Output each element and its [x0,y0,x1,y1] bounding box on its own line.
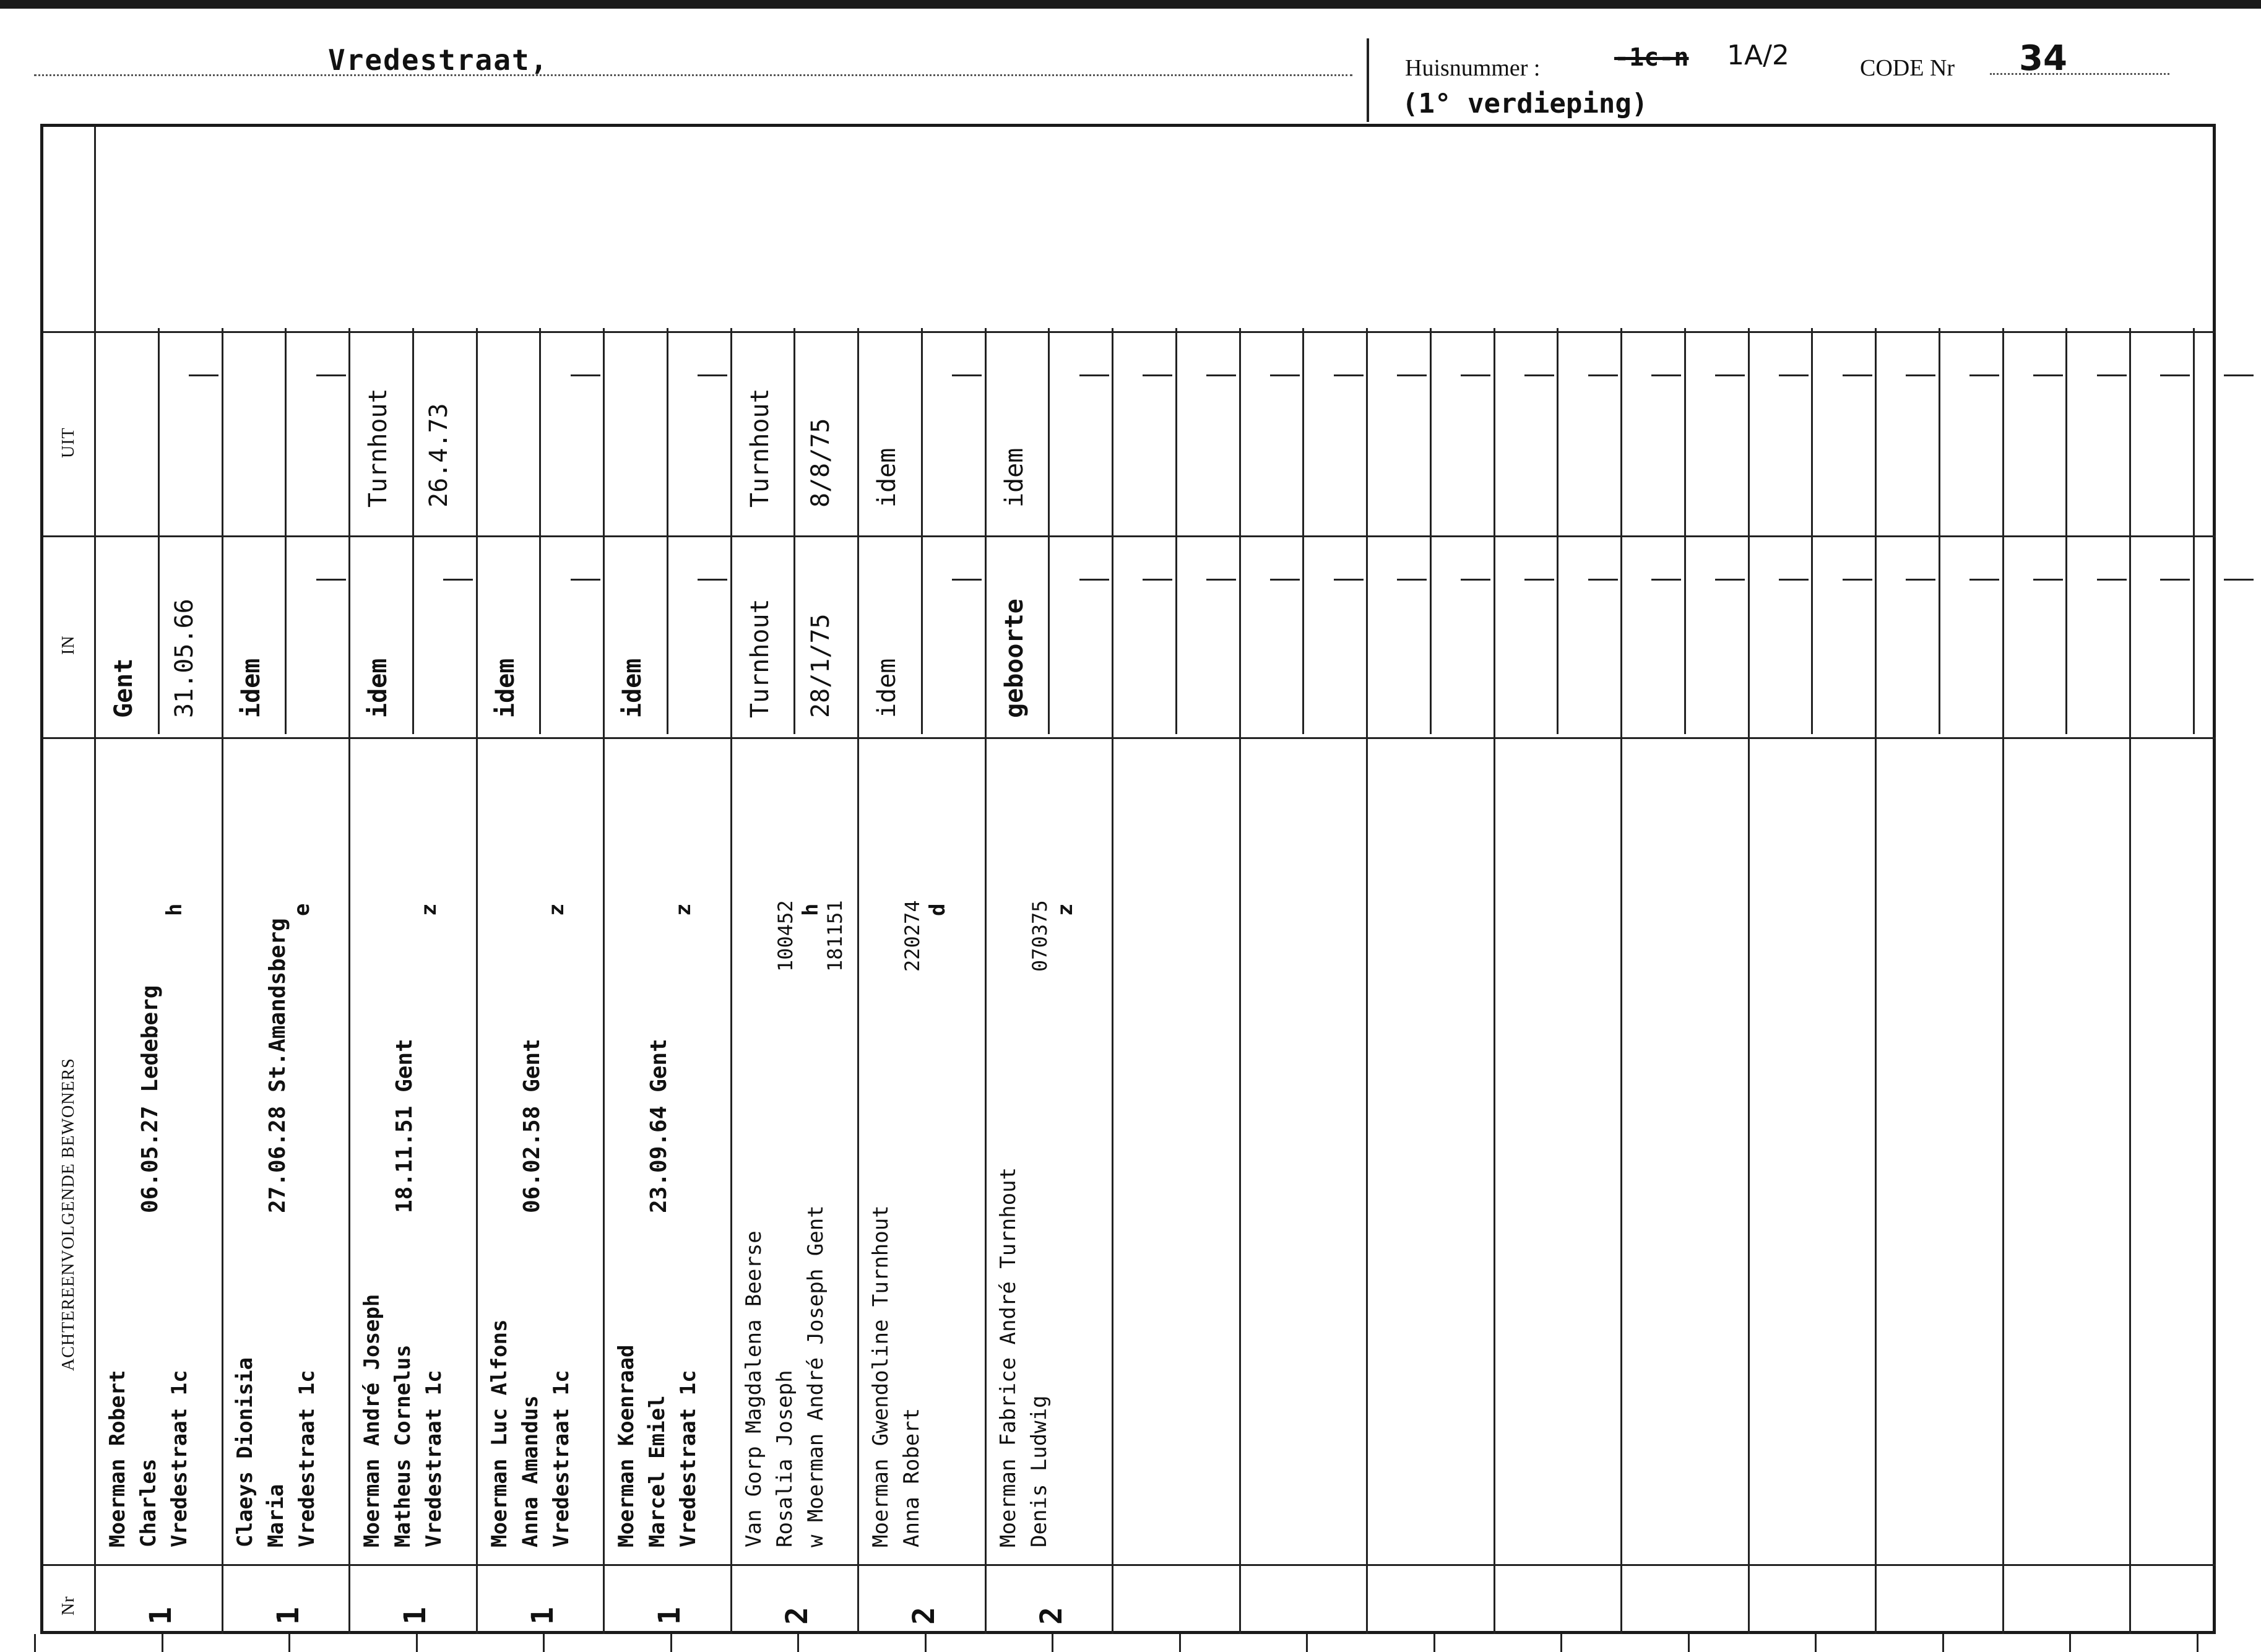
empty-dash [1397,579,1427,581]
resident-name-line: Matheus Cornelus [391,1344,415,1547]
column-divider [2002,328,2004,1634]
resident-name-line: Moerman André Joseph [360,1294,384,1547]
resident-code-2: 181151 [823,900,847,972]
column-subdivider-in [2065,532,2067,734]
empty-dash [571,374,600,376]
column-subdivider-in [1557,532,1558,734]
in-place: Gent [110,658,138,718]
column-subdivider-uit [539,328,541,532]
column-subdivider-uit [1684,328,1686,532]
resident-number: 1 [525,1607,560,1625]
column-subdivider-uit [1939,328,1940,532]
empty-dash [1461,579,1490,581]
resident-code: 100452 [774,900,797,972]
empty-dash [2224,374,2254,376]
empty-dash [1270,374,1300,376]
resident-name-line: Vredestraat 1c [676,1370,701,1547]
column-subdivider-uit [285,328,287,532]
scan-top-edge [0,0,2261,9]
column-subdivider-uit [1048,328,1050,532]
resident-name-line: Vredestraat 1c [295,1370,319,1547]
bottom-edge-tick [670,1634,672,1652]
column-divider [1366,328,1368,1634]
resident-number: 1 [144,1607,178,1625]
column-divider [348,328,350,1634]
empty-dash [1779,374,1809,376]
column-divider [857,328,859,1634]
empty-dash [1524,579,1554,581]
resident-code: 220274 [901,900,924,972]
sex-marker: h [162,903,187,916]
bottom-edge-tick [34,1634,36,1652]
resident-name-line: Moerman Fabrice André Turnhout [996,1167,1021,1547]
resident-name-line: Charles [136,1458,161,1547]
column-subdivider-uit [2065,328,2067,532]
sex-marker: d [925,903,950,916]
sex-marker: z [671,903,696,916]
empty-dash [1397,374,1427,376]
column-subdivider-in [412,532,414,734]
column-subdivider-in [2193,532,2195,734]
column-divider [2129,328,2131,1634]
resident-number: 2 [907,1607,941,1625]
in-place: Turnhout [746,599,774,718]
empty-dash [1969,579,1999,581]
bottom-edge-tick [162,1634,163,1652]
uit-date: 26.4.73 [425,403,453,508]
resident-name-line: Vredestraat 1c [549,1370,574,1547]
column-subdivider-uit [667,328,668,532]
empty-dash [1270,579,1300,581]
column-divider [1620,328,1622,1634]
column-subdivider-in [158,532,160,734]
bottom-edge-tick [1942,1634,1944,1652]
verdieping: (1° verdieping) [1402,88,1648,119]
empty-dash [2224,579,2254,581]
label-column-divider [94,127,96,1632]
resident-name-line: Vredestraat 1c [167,1370,192,1547]
column-subdivider-uit [1811,328,1813,532]
bottom-edge-tick [1560,1634,1562,1652]
empty-dash [1524,374,1554,376]
empty-dash [1843,374,1872,376]
empty-dash [1461,374,1490,376]
bottom-edge-tick [416,1634,418,1652]
column-subdivider-in [1048,532,1050,734]
bottom-edge-tick [2197,1634,2198,1652]
column-subdivider-uit [158,328,160,532]
empty-dash [1715,579,1745,581]
empty-dash [1843,579,1872,581]
column-subdivider-uit [412,328,414,532]
empty-dash [952,579,982,581]
street-dotted-line [34,74,1352,76]
column-subdivider-in [793,532,795,734]
empty-dash [2160,374,2190,376]
empty-dash [1588,374,1618,376]
in-place: idem [237,658,266,718]
resident-name-line: Anna Robert [899,1408,924,1547]
nr-label: Nr [59,1596,78,1615]
column-subdivider-uit [1175,328,1177,532]
huisnummer-new: 1A/2 [1727,40,1789,71]
birth-info: 06.02.58 Gent [519,1039,545,1213]
resident-name-line: Moerman Koenraad [614,1344,639,1547]
in-place: geboorte [1000,599,1029,718]
in-place: idem [491,658,520,718]
bewoners-label: ACHTEREENVOLGENDE BEWONERS [59,1058,78,1371]
bottom-edge-tick [1306,1634,1308,1652]
resident-number: 2 [780,1607,815,1625]
birth-info: 18.11.51 Gent [392,1039,417,1213]
sex-marker: z [544,903,569,916]
empty-dash [1906,579,1935,581]
column-subdivider-in [1811,532,1813,734]
bottom-edge-tick [1052,1634,1053,1652]
column-subdivider-uit [1430,328,1432,532]
column-divider [1494,328,1495,1634]
empty-dash [2097,579,2127,581]
bottom-edge-tick [1433,1634,1435,1652]
empty-dash [1143,374,1172,376]
column-divider [476,328,478,1634]
bottom-edge-tick [288,1634,290,1652]
bottom-edge-tick [1688,1634,1690,1652]
street-name: Vredestraat, [328,43,549,77]
sex-marker: z [417,903,441,916]
huisnummer-label: Huisnummer : [1405,55,1541,81]
column-subdivider-in [1684,532,1686,734]
in-place: idem [364,658,392,718]
huisnummer-old: -1c-n [1614,43,1689,72]
column-subdivider-uit [2193,328,2195,532]
code-dotted-line [1990,73,2169,75]
bottom-edge-tick [1179,1634,1181,1652]
resident-number: 1 [271,1607,306,1625]
empty-dash [2160,579,2190,581]
resident-name-line: Rosalia Joseph [772,1370,797,1547]
empty-dash [1334,374,1364,376]
resident-number: 1 [652,1607,687,1625]
resident-name-line: Moerman Robert [105,1370,130,1547]
uit-place: idem [1000,448,1029,508]
column-subdivider-uit [1302,328,1304,532]
sex-marker: e [290,903,314,916]
column-divider [985,328,987,1634]
birth-info: 27.06.28 St.Amandsberg [265,918,290,1213]
resident-name-line: Van Gorp Magdalena Beerse [741,1230,766,1547]
column-divider [1748,328,1750,1634]
column-subdivider-uit [921,328,923,532]
empty-dash [1334,579,1364,581]
empty-dash [2097,374,2127,376]
sex-marker: z [1053,903,1078,916]
code-label: CODE Nr [1860,55,1955,81]
empty-dash [698,374,727,376]
column-subdivider-in [285,532,287,734]
empty-dash [1906,374,1935,376]
resident-name-line: Maria [264,1484,288,1547]
in-date: 31.05.66 [170,599,199,718]
bottom-edge-tick [1815,1634,1817,1652]
resident-name-line: Anna Amandus [518,1395,543,1547]
empty-dash [1969,374,1999,376]
column-subdivider-uit [793,328,795,532]
resident-name-line: Moerman Luc Alfons [487,1319,512,1547]
header-separator [1367,38,1369,122]
bottom-edge-tick [2069,1634,2071,1652]
in-date: 28/1/75 [806,613,835,718]
column-divider [1112,328,1113,1634]
column-divider [1875,328,1877,1634]
row-divider-uit-in [43,535,2216,537]
resident-name-line: w Moerman André Joseph Gent [803,1205,828,1547]
column-divider [222,328,223,1634]
bottom-edge-tick [543,1634,545,1652]
uit-place: Turnhout [746,388,774,508]
empty-dash [1715,374,1745,376]
resident-number: 2 [1034,1607,1069,1625]
empty-dash [1588,579,1618,581]
empty-dash [1079,579,1109,581]
empty-dash [571,579,600,581]
uit-date: 8/8/75 [806,418,835,508]
column-subdivider-in [921,532,923,734]
bottom-edge-tick [797,1634,799,1652]
empty-dash [1206,579,1236,581]
uit-place: Turnhout [364,388,392,508]
resident-code: 070375 [1028,900,1052,972]
empty-dash [443,579,473,581]
in-place: idem [873,658,901,718]
empty-dash [2033,579,2063,581]
empty-dash [1651,374,1681,376]
code-value: 34 [2019,38,2067,79]
empty-dash [189,374,218,376]
resident-name-line: Denis Ludwig [1027,1395,1052,1547]
in-label: IN [59,635,78,655]
row-divider-in-bewoners [43,737,2216,739]
column-divider [603,328,605,1634]
column-subdivider-in [1939,532,1940,734]
birth-info: 23.09.64 Gent [646,1039,672,1213]
column-subdivider-in [667,532,668,734]
resident-name-line: Vredestraat 1c [422,1370,446,1547]
row-divider-bewoners-nr [43,1564,2216,1566]
uit-place: idem [873,448,901,508]
column-subdivider-uit [1557,328,1558,532]
resident-name-line: Marcel Emiel [645,1395,670,1547]
empty-dash [316,579,346,581]
column-divider [1239,328,1241,1634]
in-place: idem [618,658,647,718]
sex-marker: h [798,903,823,916]
column-subdivider-in [1430,532,1432,734]
empty-dash [1079,374,1109,376]
empty-dash [952,374,982,376]
empty-dash [1206,374,1236,376]
uit-label: UIT [59,427,78,458]
column-subdivider-in [539,532,541,734]
empty-dash [1651,579,1681,581]
resident-name-line: Claeys Dionisia [233,1357,257,1547]
empty-dash [1143,579,1172,581]
column-divider [730,328,732,1634]
bottom-edge-tick [925,1634,927,1652]
empty-dash [316,374,346,376]
resident-number: 1 [398,1607,433,1625]
empty-dash [698,579,727,581]
column-subdivider-in [1302,532,1304,734]
row-label-top-divider [43,331,96,333]
empty-dash [1779,579,1809,581]
column-subdivider-in [1175,532,1177,734]
resident-name-line: Moerman Gwendoline Turnhout [868,1205,893,1547]
birth-info: 06.05.27 Ledeberg [137,985,163,1213]
empty-dash [2033,374,2063,376]
